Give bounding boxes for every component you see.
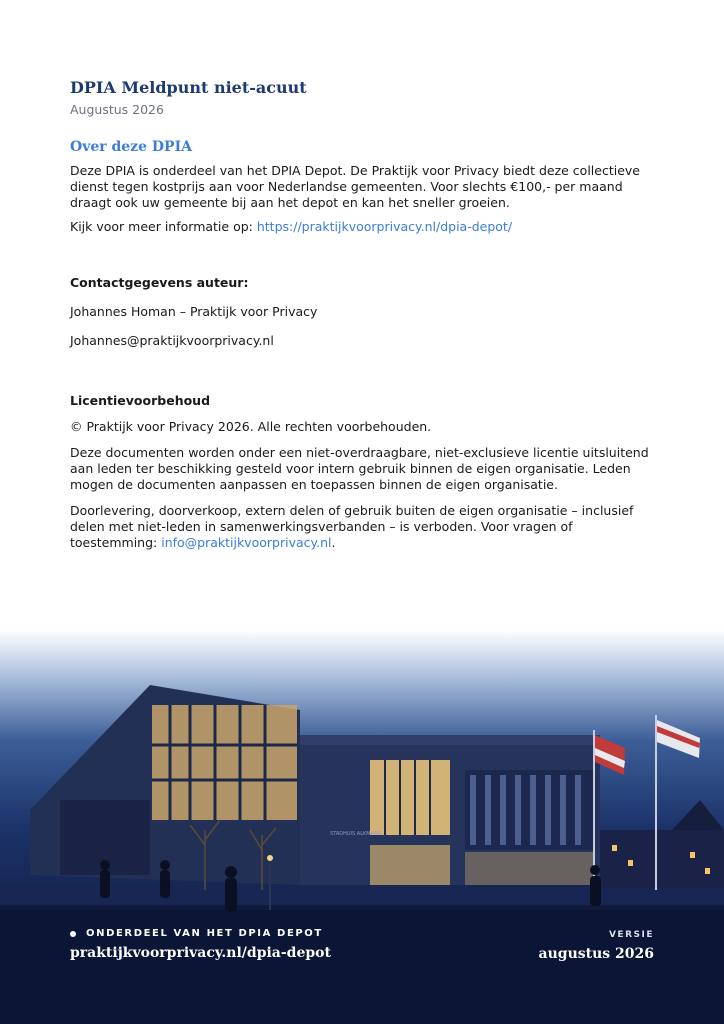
footer-tagline bbox=[70, 928, 331, 939]
cover-photo bbox=[0, 630, 724, 1024]
document-body bbox=[70, 78, 660, 551]
more-info-line bbox=[70, 219, 660, 235]
building bbox=[30, 685, 600, 885]
license-label: Licentievoorbehoud bbox=[70, 393, 211, 408]
bullet-dot-icon bbox=[70, 931, 76, 937]
about-heading: Over deze DPIA bbox=[70, 139, 192, 155]
license-copyright: © Praktijk voor Privacy 2026. Alle rechten voorbehouden. bbox=[70, 419, 432, 434]
more-info-prefix: Kijk voor meer informatie op: bbox=[70, 219, 257, 234]
version-value: augustus 2026 bbox=[538, 946, 654, 962]
contact-email: Johannes@praktijkvoorprivacy.nl bbox=[70, 333, 274, 348]
contact-label: Contactgegevens auteur: bbox=[70, 275, 249, 290]
background-houses bbox=[600, 800, 724, 888]
footer-right bbox=[539, 930, 654, 962]
contact-name: Johannes Homan – Praktijk voor Privacy bbox=[70, 304, 318, 319]
footer-url: praktijkvoorprivacy.nl/dpia-depot bbox=[70, 945, 331, 961]
license-paragraph-1: Deze documenten worden onder een niet-overdraagbare, niet-exclusieve licentie uitsluitend aan leden ter beschikking gesteld voor intern gebruik binnen de eigen organisatie. Leden mogen de documenten aanpassen en toepassen binnen de eigen organisatie. bbox=[70, 445, 649, 492]
dpia-depot-link[interactable]: https://praktijkvoorprivacy.nl/dpia-depot/ bbox=[256, 219, 513, 234]
building-sign: STADHUIS ALKMAAR bbox=[330, 831, 382, 837]
license-paragraph-2-text: Doorlevering, doorverkoop, extern delen of gebruik buiten de eigen organisatie – inclusief delen met niet-leden in samenwerkingsverbanden – is verboden. Voor vragen of toestemming: bbox=[70, 503, 634, 550]
contact-section bbox=[70, 275, 660, 349]
footer-tagline-text: ONDERDEEL VAN HET DPIA DEPOT bbox=[86, 928, 323, 939]
version-label: VERSIE bbox=[608, 930, 654, 940]
town-hall-illustration bbox=[0, 630, 724, 1024]
document-date: Augustus 2026 bbox=[70, 102, 164, 117]
document-title: DPIA Meldpunt niet-acuut bbox=[70, 78, 307, 97]
license-section bbox=[70, 393, 660, 551]
info-email-link[interactable]: info@praktijkvoorprivacy.nl bbox=[161, 535, 332, 550]
license-paragraph-2-end: . bbox=[331, 535, 336, 550]
about-paragraph: Deze DPIA is onderdeel van het DPIA Depot. De Praktijk voor Privacy biedt deze collectieve dienst tegen kostprijs aan voor Nederlandse gemeenten. Voor slechts €100,- per maand draagt ook uw gemeente bij aan het depot en kan het sneller groeien. bbox=[70, 163, 640, 210]
footer-left bbox=[70, 928, 331, 961]
license-paragraph-2 bbox=[70, 503, 660, 551]
